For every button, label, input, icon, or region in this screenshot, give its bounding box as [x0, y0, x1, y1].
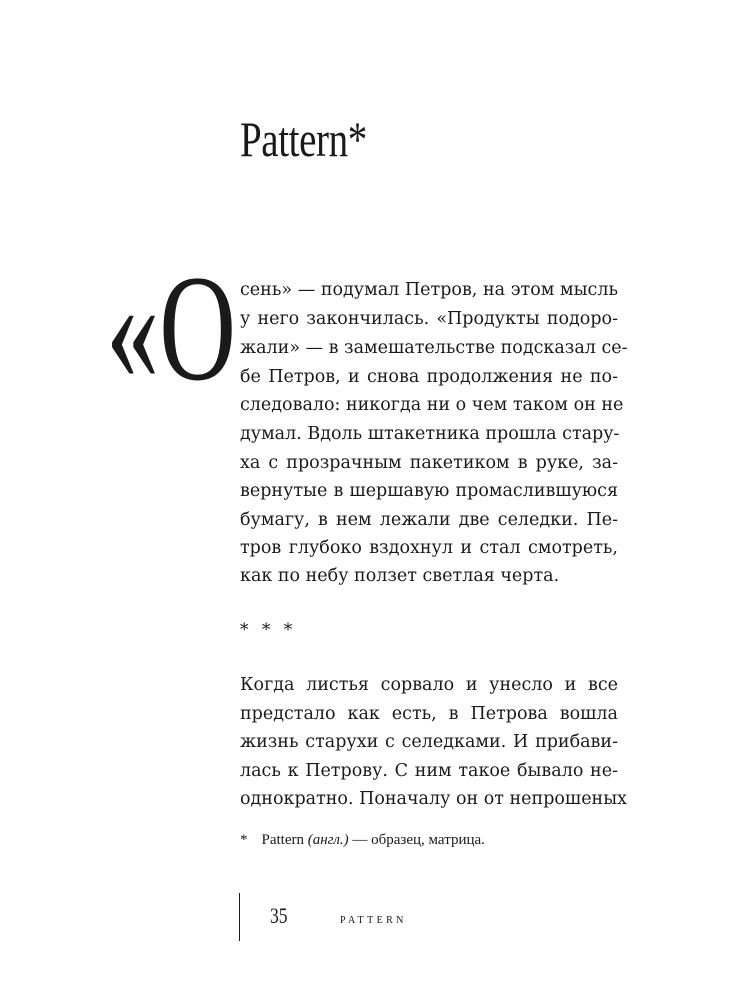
footnote-marker: *: [240, 832, 248, 848]
text-line: у него закончилась. «Продукты подоро-: [240, 309, 618, 329]
text-line: вернутые в шершавую промаслившуюся: [240, 481, 618, 501]
text-line: бумагу, в нем лежали две селедки. Пе-: [240, 510, 618, 530]
text-line: сень» — подумал Петров, на этом мысль: [240, 280, 618, 300]
text-line: как по небу ползет светлая черта.: [240, 566, 560, 586]
text-line: думал. Вдоль штакетника прошла стару-: [240, 424, 620, 444]
text-line: ха с прозрачным пакетиком в руке, за-: [240, 453, 618, 473]
footer-divider: [239, 893, 240, 941]
text-line: Когда листья сорвало и унесло и все: [240, 675, 618, 695]
text-line: жали» — в замешательстве подсказал се-: [240, 338, 628, 358]
text-line: жизнь старухи с селедками. И прибави-: [240, 732, 618, 752]
section-separator: * * *: [240, 620, 297, 640]
text-line: бе Петров, и снова продолжения не по-: [240, 367, 618, 387]
drop-cap: «О: [106, 244, 237, 412]
footnote-term: Pattern: [261, 832, 304, 848]
footnote: [240, 832, 485, 849]
text-line: однократно. Поначалу он от непрошеных: [240, 789, 628, 809]
footnote-language: (англ.): [307, 832, 349, 848]
page-number: 35: [270, 903, 288, 928]
text-line: тров глубоко вздохнул и стал смотреть,: [240, 538, 618, 558]
text-line: лась к Петрову. С ним такое бывало не-: [240, 761, 618, 781]
running-head: PATTERN: [340, 915, 407, 926]
text-line: предстало как есть, в Петрова вошла: [240, 704, 618, 724]
footnote-definition: — образец, матрица.: [348, 832, 485, 848]
chapter-title: Pattern*: [240, 111, 367, 167]
text-line: следовало: никогда ни о чем таком он не: [240, 395, 624, 415]
